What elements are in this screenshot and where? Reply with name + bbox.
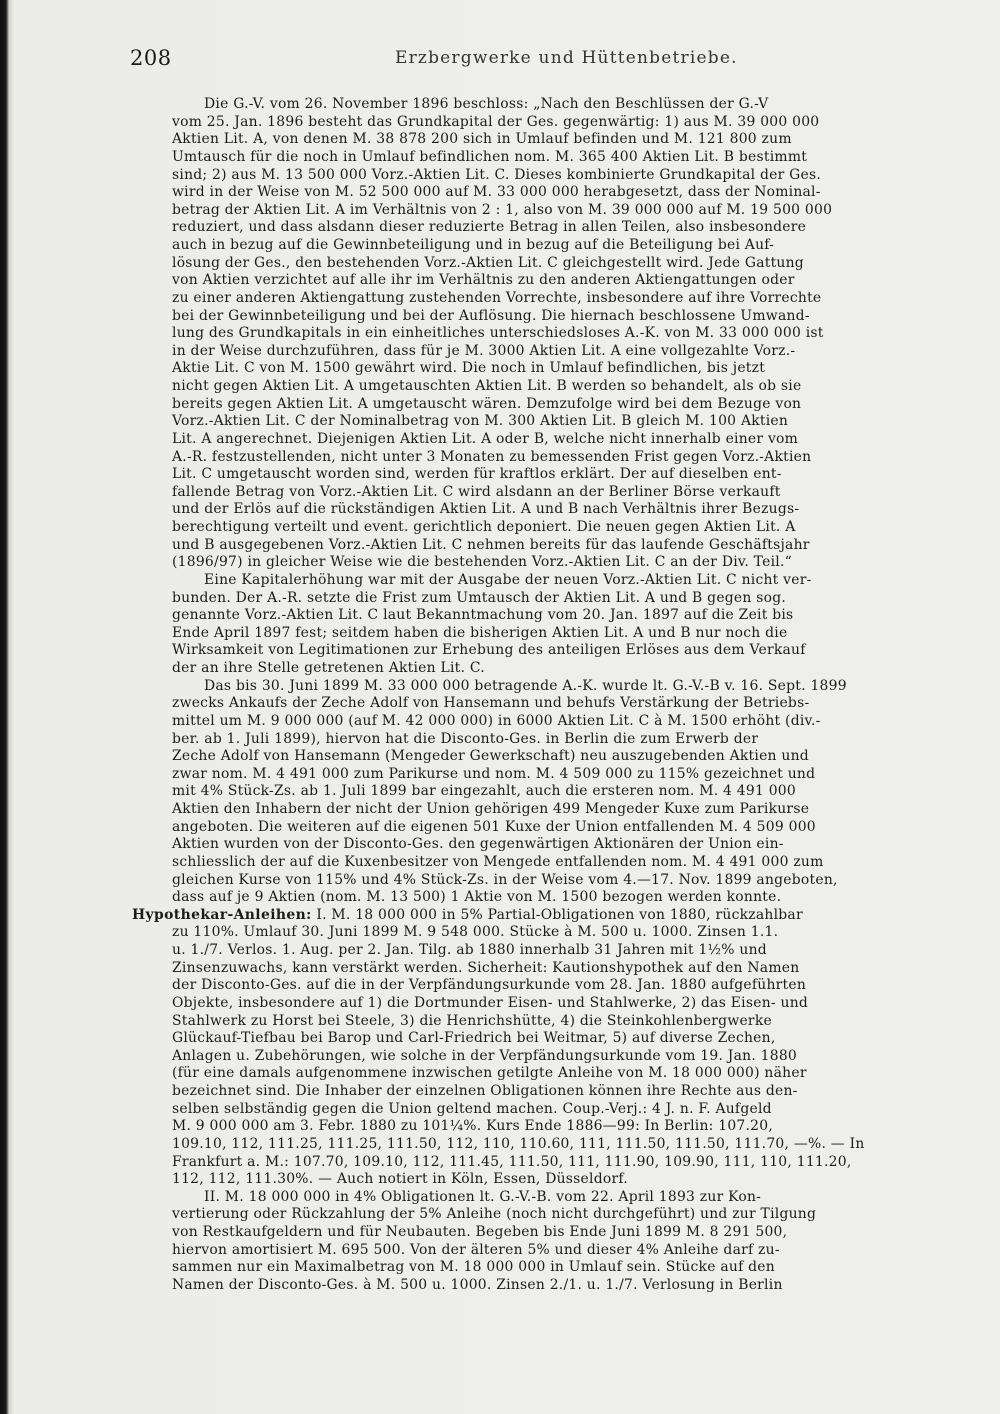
section-heading-line — [132, 907, 962, 925]
text-line — [172, 889, 962, 907]
line-text: vertierung oder Rückzahlung der 5% Anleihe (noch nicht durchgeführt) und zur Tilgung — [172, 1206, 817, 1223]
text-line — [172, 131, 962, 149]
text-line — [172, 819, 962, 837]
line-text: Eine Kapitalerhöhung war mit der Ausgabe der neuen Vorz.-Aktien Lit. C nicht ver- — [204, 571, 812, 588]
text-line — [172, 308, 962, 326]
line-text: reduziert, und dass alsdann dieser reduzierte Betrag in allen Teilen, also insbesondere — [172, 219, 807, 236]
line-text: Aktien Lit. A, von denen M. 38 878 200 sich in Umlauf befinden und M. 121 800 zum — [172, 131, 792, 148]
line-text: ber. ab 1. Juli 1899), hiervon hat die Disconto-Ges. in Berlin die zum Erwerb der — [172, 730, 759, 747]
text-line — [172, 184, 962, 202]
text-line — [172, 519, 962, 537]
line-text: bereits gegen Aktien Lit. A umgetauscht wären. Demzufolge wird bei dem Bezuge von — [172, 395, 802, 412]
body-text — [132, 96, 962, 1295]
line-text: wird in der Weise von M. 52 500 000 auf M. 33 000 000 herabgesetzt, dass der Nominal- — [172, 184, 821, 201]
text-line — [172, 1065, 962, 1083]
text-line — [172, 501, 962, 519]
text-line — [172, 1030, 962, 1048]
line-text: Glückauf-Tiefbau bei Barop und Carl-Friedrich bei Weitmar, 5) auf diverse Zechen, — [172, 1030, 776, 1047]
line-text: der an ihre Stelle getretenen Aktien Lit. C. — [172, 660, 485, 676]
line-text: Frankfurt a. M.: 107.70, 109.10, 112, 111.45, 111.50, 111, 111.90, 109.90, 111, 110, 111.20, — [172, 1153, 852, 1170]
text-line — [172, 1154, 962, 1172]
text-line — [172, 537, 962, 555]
text-line — [172, 272, 962, 290]
text-line — [172, 942, 962, 960]
text-line — [172, 1083, 962, 1101]
line-text: A.-R. festzustellenden, nicht unter 3 Monaten zu bemessenden Frist gegen Vorz.-Aktien — [172, 448, 812, 465]
text-line — [172, 960, 962, 978]
text-line — [172, 731, 962, 749]
text-line — [172, 872, 962, 890]
text-line — [172, 466, 962, 484]
text-line — [172, 255, 962, 273]
text-line — [172, 995, 962, 1013]
line-text: Umtausch für die noch in Umlauf befindlichen nom. M. 365 400 Aktien Lit. B bestimmt — [172, 148, 808, 165]
text-line — [172, 396, 962, 414]
line-text: u. 1./7. Verlos. 1. Aug. per 2. Jan. Tilg. ab 1880 innerhalb 31 Jahren mit 1½% und — [172, 942, 767, 958]
line-text: Namen der Disconto-Ges. à M. 500 u. 1000. Zinsen 2./1. u. 1./7. Verlosung in Berlin — [172, 1276, 783, 1293]
line-text: berechtigung verteilt und event. gerichtlich deponiert. Die neuen gegen Aktien Lit. A — [172, 519, 796, 535]
line-text: sammen nur ein Maximalbetrag von M. 18 000 000 in Umlauf sein. Stücke auf den — [172, 1259, 775, 1276]
line-text: betrag der Aktien Lit. A im Verhältnis von 2 : 1, also von M. 39 000 000 auf M. 19 500 000 — [172, 201, 833, 218]
text-line — [172, 766, 962, 784]
text-line — [172, 554, 962, 572]
text-line — [172, 713, 962, 731]
line-text: Objekte, insbesondere auf 1) die Dortmunder Eisen- und Stahlwerke, 2) das Eisen- und — [172, 994, 809, 1011]
text-line — [172, 642, 962, 660]
text-line — [172, 1189, 962, 1207]
text-line — [172, 748, 962, 766]
text-line — [172, 378, 962, 396]
line-text: Zeche Adolf von Hansemann (Mengeder Gewerkschaft) neu auszugebenden Aktien und — [172, 748, 809, 765]
line-text: Das bis 30. Juni 1899 M. 33 000 000 betragende A.-K. wurde lt. G.-V.-B v. 16. Sept. 1899 — [204, 677, 847, 694]
text-line — [172, 343, 962, 361]
running-title: Erzbergwerke und Hüttenbetriebe. — [395, 48, 738, 68]
line-text: Lit. A angerechnet. Diejenigen Aktien Lit. A oder B, welche nicht innerhalb einer vom — [172, 430, 799, 447]
line-text: genannte Vorz.-Aktien Lit. C laut Bekanntmachung vom 20. Jan. 1897 auf die Zeit bis — [172, 607, 794, 624]
line-text: fallende Betrag von Vorz.-Aktien Lit. C wird alsdann an der Berliner Börse verkauft — [172, 483, 781, 500]
line-text: sind; 2) aus M. 13 500 000 Vorz.-Aktien Lit. C. Dieses kombinierte Grundkapital der Ges. — [172, 166, 821, 183]
text-line — [172, 237, 962, 255]
line-text: angeboten. Die weiteren auf die eigenen 501 Kuxe der Union entfallenden M. 4 509 000 — [172, 818, 816, 835]
line-text: M. 9 000 000 am 3. Febr. 1880 zu 101¼%. Kurs Ende 1886—99: In Berlin: 107.20, — [172, 1118, 774, 1135]
text-line — [172, 360, 962, 378]
text-line — [172, 167, 962, 185]
line-text: Aktie Lit. C von M. 1500 gewährt wird. Die noch in Umlauf befindlichen, bis jetzt — [172, 360, 766, 377]
text-line — [172, 1171, 962, 1189]
line-text: Lit. C umgetauscht worden sind, werden für kraftlos erklärt. Der auf dieselben ent- — [172, 466, 782, 483]
line-text: hiervon amortisiert M. 695 500. Von der älteren 5% und dieser 4% Anleihe darf zu- — [172, 1241, 780, 1258]
line-text: zu 110%. Umlauf 30. Juni 1899 M. 9 548 000. Stücke à M. 500 u. 1000. Zinsen 1.1. — [172, 924, 779, 941]
text-line — [172, 484, 962, 502]
text-line — [172, 854, 962, 872]
line-text: von Aktien verzichtet auf alle ihr im Verhältnis zu den anderen Aktiengattungen oder — [172, 272, 795, 289]
text-line — [172, 1277, 962, 1295]
text-line — [172, 590, 962, 608]
line-text: der Disconto-Ges. auf die in der Verpfändungsurkunde vom 28. Jan. 1880 aufgeführten — [172, 977, 807, 994]
line-text: Aktien wurden von der Disconto-Ges. den gegenwärtigen Aktionären der Union ein- — [172, 836, 784, 853]
text-line — [172, 1224, 962, 1242]
text-line — [172, 1242, 962, 1260]
text-line — [172, 149, 962, 167]
line-text: Vorz.-Aktien Lit. C der Nominalbetrag von M. 300 Aktien Lit. B gleich M. 100 Aktien — [172, 413, 789, 430]
line-text: gleichen Kurse von 115% und 4% Stück-Zs. in der Weise vom 4.—17. Nov. 1899 angeboten, — [172, 871, 838, 888]
text-line — [172, 695, 962, 713]
line-text: und der Erlös auf die rückständigen Aktien Lit. A und B nach Verhältnis ihrer Bezugs- — [172, 501, 800, 518]
line-text: bei der Gewinnbeteiligung und bei der Auflösung. Die hiernach beschlossene Umwand- — [172, 307, 810, 324]
text-line — [172, 1206, 962, 1224]
line-text: mit 4% Stück-Zs. ab 1. Juli 1899 bar eingezahlt, auch die ersteren nom. M. 4 491 000 — [172, 783, 796, 800]
text-line — [172, 1048, 962, 1066]
line-text: auch in bezug auf die Gewinnbeteiligung und in bezug auf die Beteiligung bei Auf- — [172, 237, 775, 253]
line-text: Zinsenzuwachs, kann verstärkt werden. Sicherheit: Kautionshypothek auf den Namen — [172, 959, 800, 976]
section-label: Hypothekar-Anleihen: — [132, 906, 312, 923]
line-text: dass auf je 9 Aktien (nom. M. 13 500) 1 Aktie von M. 1500 bezogen werden konnte. — [172, 889, 782, 906]
line-text: (für eine damals aufgenommene inzwischen getilgte Anleihe von M. 18 000 000) näher — [172, 1065, 807, 1082]
line-text: selben selbständig gegen die Union geltend machen. Coup.-Verj.: 4 J. n. F. Aufgeld — [172, 1100, 772, 1117]
line-text: Stahlwerk zu Horst bei Steele, 3) die Henrichshütte, 4) die Steinkohlenbergwerke — [172, 1012, 772, 1029]
text-line — [172, 449, 962, 467]
page-number: 208 — [130, 46, 172, 70]
text-line — [172, 290, 962, 308]
line-text: vom 25. Jan. 1896 besteht das Grundkapital der Ges. gegenwärtig: 1) aus M. 39 000 000 — [172, 113, 820, 130]
text-line — [172, 625, 962, 643]
line-text: bunden. Der A.-R. setzte die Frist zum Umtausch der Aktien Lit. A und B gegen sog. — [172, 589, 787, 606]
text-line — [172, 413, 962, 431]
text-line — [172, 1013, 962, 1031]
line-text: (1896/97) in gleicher Weise wie die bestehenden Vorz.-Aktien Lit. C an der Div. Teil.“ — [172, 554, 792, 571]
text-line — [172, 114, 962, 132]
line-text: nicht gegen Aktien Lit. A umgetauschten Aktien Lit. B werden so behandelt, als ob sie — [172, 378, 802, 394]
text-line — [172, 836, 962, 854]
text-line — [172, 660, 962, 678]
line-text: Ende April 1897 fest; seitdem haben die bisherigen Aktien Lit. A und B nur noch die — [172, 624, 788, 641]
line-text: bezeichnet sind. Die Inhaber der einzelnen Obligationen können ihre Rechte aus den- — [172, 1083, 798, 1099]
line-text: und B ausgegebenen Vorz.-Aktien Lit. C nehmen bereits für das laufende Geschäftsjahr — [172, 536, 810, 553]
line-text: schliesslich der auf die Kuxenbesitzer von Mengede entfallenden nom. M. 4 491 000 zum — [172, 853, 824, 870]
line-text: mittel um M. 9 000 000 (auf M. 42 000 000) in 6000 Aktien Lit. C à M. 1500 erhöht (div.- — [172, 712, 821, 729]
text-line — [172, 1101, 962, 1119]
text-line — [172, 431, 962, 449]
line-text: zwecks Ankaufs der Zeche Adolf von Hansemann und behufs Verstärkung der Betriebs- — [172, 695, 810, 712]
text-line — [172, 801, 962, 819]
text-line — [172, 977, 962, 995]
text-line — [172, 325, 962, 343]
text-line — [172, 1118, 962, 1136]
line-text: II. M. 18 000 000 in 4% Obligationen lt. G.-V.-B. vom 22. April 1893 zur Kon- — [204, 1188, 762, 1205]
line-text: Wirksamkeit von Legitimationen zur Erhebung des anteiligen Erlöses aus dem Verkauf — [172, 642, 806, 659]
line-text: Die G.-V. vom 26. November 1896 beschloss: „Nach den Beschlüssen der G.-V — [204, 96, 769, 112]
line-text: 112, 112, 111.30%. — Auch notiert in Köln, Essen, Düsseldorf. — [172, 1171, 628, 1188]
page-header — [130, 46, 930, 76]
text-line — [172, 96, 962, 114]
text-line — [172, 1259, 962, 1277]
text-line — [172, 202, 962, 220]
text-line — [172, 924, 962, 942]
line-text: I. M. 18 000 000 in 5% Partial-Obligationen von 1880, rückzahlbar — [311, 906, 803, 923]
line-text: zu einer anderen Aktiengattung zustehenden Vorrechte, insbesondere auf ihre Vorrechte — [172, 289, 822, 306]
line-text: lung des Grundkapitals in ein einheitliches unterschiedsloses A.-K. von M. 33 000 000 ist — [172, 325, 824, 342]
text-line — [172, 219, 962, 237]
text-line — [172, 607, 962, 625]
text-line — [172, 678, 962, 696]
line-text: zwar nom. M. 4 491 000 zum Parikurse und nom. M. 4 509 000 zu 115% gezeichnet und — [172, 765, 816, 782]
text-line — [172, 572, 962, 590]
line-text: von Restkaufgeldern und für Neubauten. Begeben bis Ende Juni 1899 M. 8 291 500, — [172, 1224, 788, 1240]
line-text: 109.10, 112, 111.25, 111.25, 111.50, 112, 110, 110.60, 111, 111.50, 111.50, 111.70, —%. — In — [172, 1135, 865, 1152]
line-text: in der Weise durchzuführen, dass für je M. 3000 Aktien Lit. A eine vollgezahlte Vorz.- — [172, 342, 796, 359]
line-text: lösung der Ges., den bestehenden Vorz.-Aktien Lit. C gleichgestellt wird. Jede Gattung — [172, 254, 804, 271]
line-text: Anlagen u. Zubehörungen, wie solche in der Verpfändungsurkunde vom 19. Jan. 1880 — [172, 1047, 798, 1064]
text-line — [172, 1136, 962, 1154]
line-text: Aktien den Inhabern der nicht der Union gehörigen 499 Mengeder Kuxe zum Parikurse — [172, 801, 810, 817]
text-line — [172, 783, 962, 801]
